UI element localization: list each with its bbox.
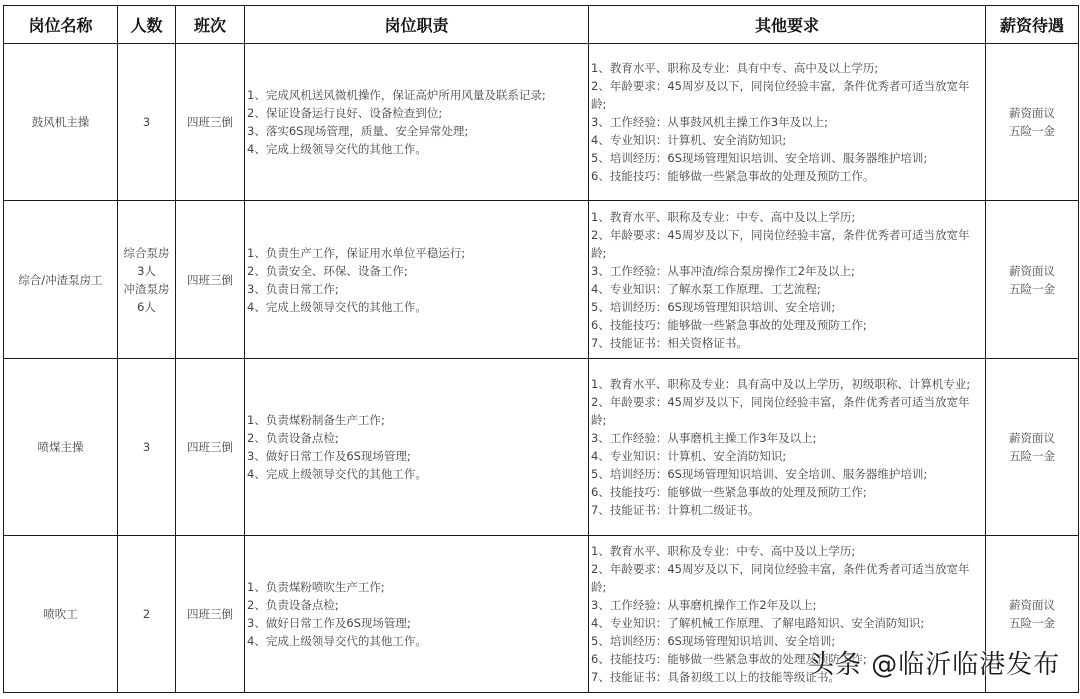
requirement-item: 3、工作经验：从事磨机操作工作2年及以上; bbox=[591, 598, 817, 612]
count-line: 3 bbox=[142, 115, 151, 129]
requirement-item: 3、工作经验：从事冲渣/综合泵房操作工2年及以上; bbox=[591, 263, 855, 278]
requirements-cell bbox=[589, 359, 986, 536]
header-duties: 岗位职责 bbox=[245, 6, 589, 44]
requirement-item: 2、年龄要求：45周岁及以下，同岗位经验丰富，条件优秀者可适当放宽年龄; bbox=[591, 79, 970, 111]
shift-cell: 四班三倒 bbox=[176, 359, 245, 536]
benefits-line: 五险一金 bbox=[1009, 124, 1055, 138]
header-shift: 班次 bbox=[176, 6, 245, 44]
salary-line: 薪资面议 bbox=[1009, 431, 1055, 445]
duty-item: 1、负责煤粉喷吹生产工作; bbox=[247, 580, 385, 594]
requirement-item: 4、专业知识：计算机、安全消防知识; bbox=[591, 133, 787, 147]
table-row bbox=[4, 44, 1079, 201]
requirement-item: 2、年龄要求：45周岁及以下，同岗位经验丰富，条件优秀者可适当放宽年龄; bbox=[591, 395, 970, 427]
salary-cell bbox=[986, 44, 1079, 201]
shift-cell: 四班三倒 bbox=[176, 536, 245, 693]
duty-item: 1、完成风机送风微机操作，保证高炉所用风量及联系记录; bbox=[247, 88, 546, 102]
count-line: 冲渣泵房 bbox=[123, 281, 170, 296]
duty-item: 4、完成上级领导交代的其他工作。 bbox=[247, 299, 427, 314]
position-cell: 喷吹工 bbox=[4, 536, 118, 693]
duties-cell bbox=[245, 201, 589, 359]
benefits-line: 五险一金 bbox=[1009, 449, 1055, 463]
salary-line: 薪资面议 bbox=[1009, 263, 1055, 278]
table-row bbox=[4, 201, 1079, 359]
requirement-item: 6、技能技巧：能够做一些紧急事故的处理及预防工作; bbox=[591, 317, 867, 332]
requirement-item: 5、培训经历：6S现场管理知识培训、安全培训、服务器维护培训; bbox=[591, 467, 928, 481]
duty-item: 3、负责日常工作; bbox=[247, 281, 339, 296]
duty-item: 2、负责安全、环保、设备工作; bbox=[247, 263, 408, 278]
requirement-item: 6、技能技巧：能够做一些紧急事故的处理及预防工作。 bbox=[591, 169, 875, 183]
salary-cell bbox=[986, 201, 1079, 359]
requirement-item: 7、技能证书：具备初级工以上的技能等级证书。 bbox=[591, 670, 840, 684]
duty-item: 1、负责煤粉制备生产工作; bbox=[247, 413, 385, 427]
requirement-item: 5、培训经历：6S现场管理知识培训、安全培训; bbox=[591, 299, 836, 314]
duty-item: 2、保证设备运行良好、设备检查到位; bbox=[247, 106, 443, 120]
duty-item: 3、落实6S现场管理，质量、安全异常处理; bbox=[247, 124, 469, 138]
duties-cell bbox=[245, 359, 589, 536]
benefits-line: 五险一金 bbox=[1009, 616, 1055, 630]
duty-item: 2、负责设备点检; bbox=[247, 598, 339, 612]
salary-line: 薪资面议 bbox=[1009, 106, 1055, 120]
salary-cell bbox=[986, 359, 1079, 536]
requirement-item: 1、教育水平、职称及专业：具有高中及以上学历，初级职称、计算机专业; bbox=[591, 377, 971, 391]
requirement-item: 1、教育水平、职称及专业：中专、高中及以上学历; bbox=[591, 209, 856, 224]
duties-cell bbox=[245, 44, 589, 201]
count-line: 综合泵房 bbox=[123, 245, 170, 260]
requirement-item: 2、年龄要求：45周岁及以下，同岗位经验丰富，条件优秀者可适当放宽年龄; bbox=[591, 562, 970, 594]
count-line: 6人 bbox=[137, 299, 156, 314]
requirement-item: 5、培训经历：6S现场管理知识培训、安全培训; bbox=[591, 634, 836, 648]
header-row bbox=[4, 6, 1079, 44]
benefits-line: 五险一金 bbox=[1009, 281, 1055, 296]
requirement-item: 6、技能技巧：能够做一些紧急事故的处理及预防工作; bbox=[591, 652, 867, 666]
shift-cell: 四班三倒 bbox=[176, 44, 245, 201]
requirement-item: 2、年龄要求：45周岁及以下，同岗位经验丰富，条件优秀者可适当放宽年龄; bbox=[591, 227, 970, 260]
requirement-item: 3、工作经验：从事鼓风机主操工作3年及以上; bbox=[591, 115, 829, 129]
table-row bbox=[4, 359, 1079, 536]
salary-line: 薪资面议 bbox=[1009, 598, 1055, 612]
source-watermark: 头条 @临沂临港发布 bbox=[808, 650, 1061, 680]
count-cell bbox=[118, 536, 176, 693]
requirement-item: 6、技能技巧：能够做一些紧急事故的处理及预防工作; bbox=[591, 485, 867, 499]
duty-item: 3、做好日常工作及6S现场管理; bbox=[247, 616, 411, 630]
requirements-cell bbox=[589, 201, 986, 359]
count-line: 3人 bbox=[137, 263, 156, 278]
requirement-item: 1、教育水平、职称及专业：具有中专、高中及以上学历; bbox=[591, 61, 879, 75]
header-position: 岗位名称 bbox=[4, 6, 118, 44]
requirement-item: 7、技能证书：计算机二级证书。 bbox=[591, 503, 760, 517]
requirement-item: 4、专业知识：了解机械工作原理、了解电路知识、安全消防知识; bbox=[591, 616, 925, 630]
count-cell bbox=[118, 359, 176, 536]
job-listing-table bbox=[3, 5, 1079, 693]
requirement-item: 5、培训经历：6S现场管理知识培训、安全培训、服务器维护培训; bbox=[591, 151, 928, 165]
count-cell bbox=[118, 44, 176, 201]
requirement-item: 4、专业知识：了解水泵工作原理、工艺流程; bbox=[591, 281, 821, 296]
position-cell: 喷煤主操 bbox=[4, 359, 118, 536]
duty-item: 2、负责设备点检; bbox=[247, 431, 339, 445]
duties-cell bbox=[245, 536, 589, 693]
header-requirements: 其他要求 bbox=[589, 6, 986, 44]
shift-cell: 四班三倒 bbox=[176, 201, 245, 359]
requirement-item: 3、工作经验：从事磨机主操工作3年及以上; bbox=[591, 431, 817, 445]
duty-item: 4、完成上级领导交代的其他工作。 bbox=[247, 142, 427, 156]
requirement-item: 4、专业知识：计算机、安全消防知识; bbox=[591, 449, 787, 463]
requirements-cell bbox=[589, 44, 986, 201]
duty-item: 1、负责生产工作，保证用水单位平稳运行; bbox=[247, 245, 466, 260]
header-count: 人数 bbox=[118, 6, 176, 44]
duty-item: 4、完成上级领导交代的其他工作。 bbox=[247, 467, 427, 481]
count-cell bbox=[118, 201, 176, 359]
requirement-item: 1、教育水平、职称及专业：中专、高中及以上学历; bbox=[591, 544, 856, 558]
header-salary: 薪资待遇 bbox=[986, 6, 1079, 44]
count-line: 3 bbox=[142, 440, 151, 454]
requirement-item: 7、技能证书：相关资格证书。 bbox=[591, 335, 748, 350]
position-cell: 综合/冲渣泵房工 bbox=[4, 201, 118, 359]
duty-item: 3、做好日常工作及6S现场管理; bbox=[247, 449, 411, 463]
duty-item: 4、完成上级领导交代的其他工作。 bbox=[247, 634, 427, 648]
position-cell: 鼓风机主操 bbox=[4, 44, 118, 201]
count-line: 2 bbox=[142, 607, 151, 621]
